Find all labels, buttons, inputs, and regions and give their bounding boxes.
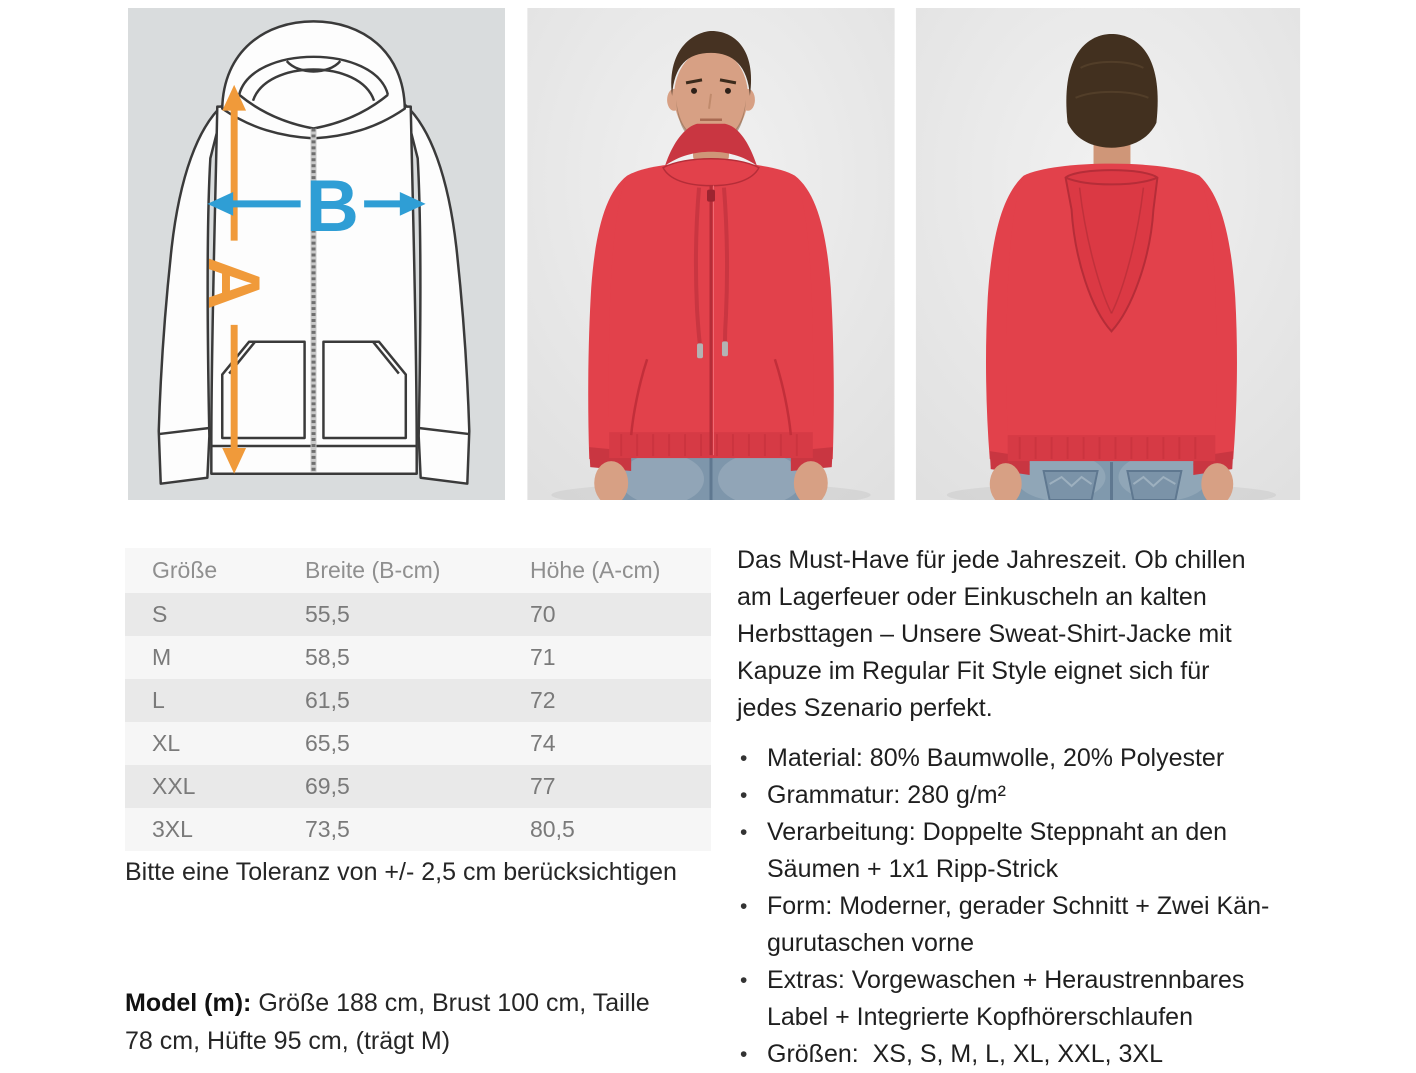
hair-back: [1066, 34, 1157, 148]
feature-item: [737, 814, 1397, 888]
feature-item: [737, 1036, 1397, 1073]
size-row-S: [125, 593, 711, 636]
size-diagram-panel: [128, 8, 505, 500]
product-info-column: [737, 542, 1397, 1073]
size-row-3XL: [125, 808, 711, 851]
feature-line: gurutaschen vorne: [767, 929, 975, 957]
feature-line: Form: Moderner, gerader Schnitt + Zwei Kän-: [767, 892, 1270, 920]
size-cell: 69,5: [305, 773, 350, 799]
size-cell: 80,5: [530, 816, 575, 842]
column-header-size: Größe: [152, 557, 218, 583]
column-header-width: Breite (B-cm): [305, 557, 441, 583]
size-cell: 72: [530, 687, 556, 713]
feature-item: [737, 888, 1397, 962]
description-line: Kapuze im Regular Fit Style eignet sich für: [737, 657, 1210, 685]
size-cell: XL: [152, 730, 181, 756]
model-back-illustration: [915, 8, 1301, 500]
feature-item: [737, 962, 1397, 1036]
product-description: [737, 542, 1397, 727]
size-cell: 65,5: [305, 730, 350, 756]
feature-line: Grammatur: 280 g/m²: [767, 781, 1006, 809]
feature-list: [737, 740, 1397, 1073]
model-photo-front: [527, 8, 895, 500]
label-a: A: [193, 256, 276, 310]
size-cell: S: [152, 601, 168, 627]
feature-item: [737, 777, 1397, 814]
size-cell: 61,5: [305, 687, 350, 713]
hoodie-measurement-diagram: [128, 8, 505, 500]
feature-line: Material: 80% Baumwolle, 20% Polyester: [767, 744, 1225, 772]
description-line: Herbsttagen – Unsere Sweat-Shirt-Jacke mit: [737, 620, 1232, 648]
size-cell: 3XL: [152, 816, 193, 842]
bullet-icon: •: [740, 969, 748, 992]
feature-line: Größen: XS, S, M, L, XL, XXL, 3XL: [767, 1040, 1164, 1068]
hem-band: [1008, 435, 1216, 461]
bullet-icon: •: [740, 784, 748, 807]
size-cell: 77: [530, 773, 556, 799]
size-table-header: [125, 548, 711, 593]
model-info-label: Model (m):: [125, 989, 252, 1017]
size-row-XXL: [125, 765, 711, 808]
model-photo-back: [915, 8, 1301, 500]
size-row-L: [125, 679, 711, 722]
bullet-icon: •: [740, 747, 748, 770]
size-cell: 74: [530, 730, 556, 756]
tolerance-note: Bitte eine Toleranz von +/- 2,5 cm berücksichtigen: [125, 858, 677, 886]
feature-line: Extras: Vorgewaschen + Heraustrennbares: [767, 966, 1245, 994]
model-info: [125, 984, 650, 1060]
size-table-body: [125, 593, 711, 851]
feature-line: Label + Integrierte Kopfhörerschlaufen: [767, 1003, 1193, 1031]
description-line: Das Must-Have für jede Jahreszeit. Ob chillen: [737, 546, 1246, 574]
feature-line: Säumen + 1x1 Ripp-Strick: [767, 855, 1059, 883]
label-b: B: [305, 164, 359, 247]
model-info-line: 78 cm, Hüfte 95 cm, (trägt M): [125, 1027, 451, 1055]
size-cell: 73,5: [305, 816, 350, 842]
size-row-XL: [125, 722, 711, 765]
size-cell: 71: [530, 644, 556, 670]
size-cell: XXL: [152, 773, 196, 799]
feature-item: [737, 740, 1397, 777]
bullet-icon: •: [740, 1043, 748, 1066]
size-table: [125, 548, 711, 851]
column-header-height: Höhe (A-cm): [530, 557, 661, 583]
description-line: am Lagerfeuer oder Einkuscheln an kalten: [737, 583, 1207, 611]
description-line: jedes Szenario perfekt.: [737, 694, 993, 722]
size-cell: L: [152, 687, 165, 713]
feature-line: Verarbeitung: Doppelte Steppnaht an den: [767, 818, 1228, 846]
size-row-M: [125, 636, 711, 679]
bullet-icon: •: [740, 895, 748, 918]
model-front-illustration: [527, 8, 895, 500]
bullet-icon: •: [740, 821, 748, 844]
size-cell: 55,5: [305, 601, 350, 627]
hood: [222, 21, 405, 138]
size-cell: 70: [530, 601, 556, 627]
model-info-line: Model (m): Größe 188 cm, Brust 100 cm, Taille: [125, 989, 650, 1017]
size-cell: 58,5: [305, 644, 350, 670]
size-cell: M: [152, 644, 172, 670]
